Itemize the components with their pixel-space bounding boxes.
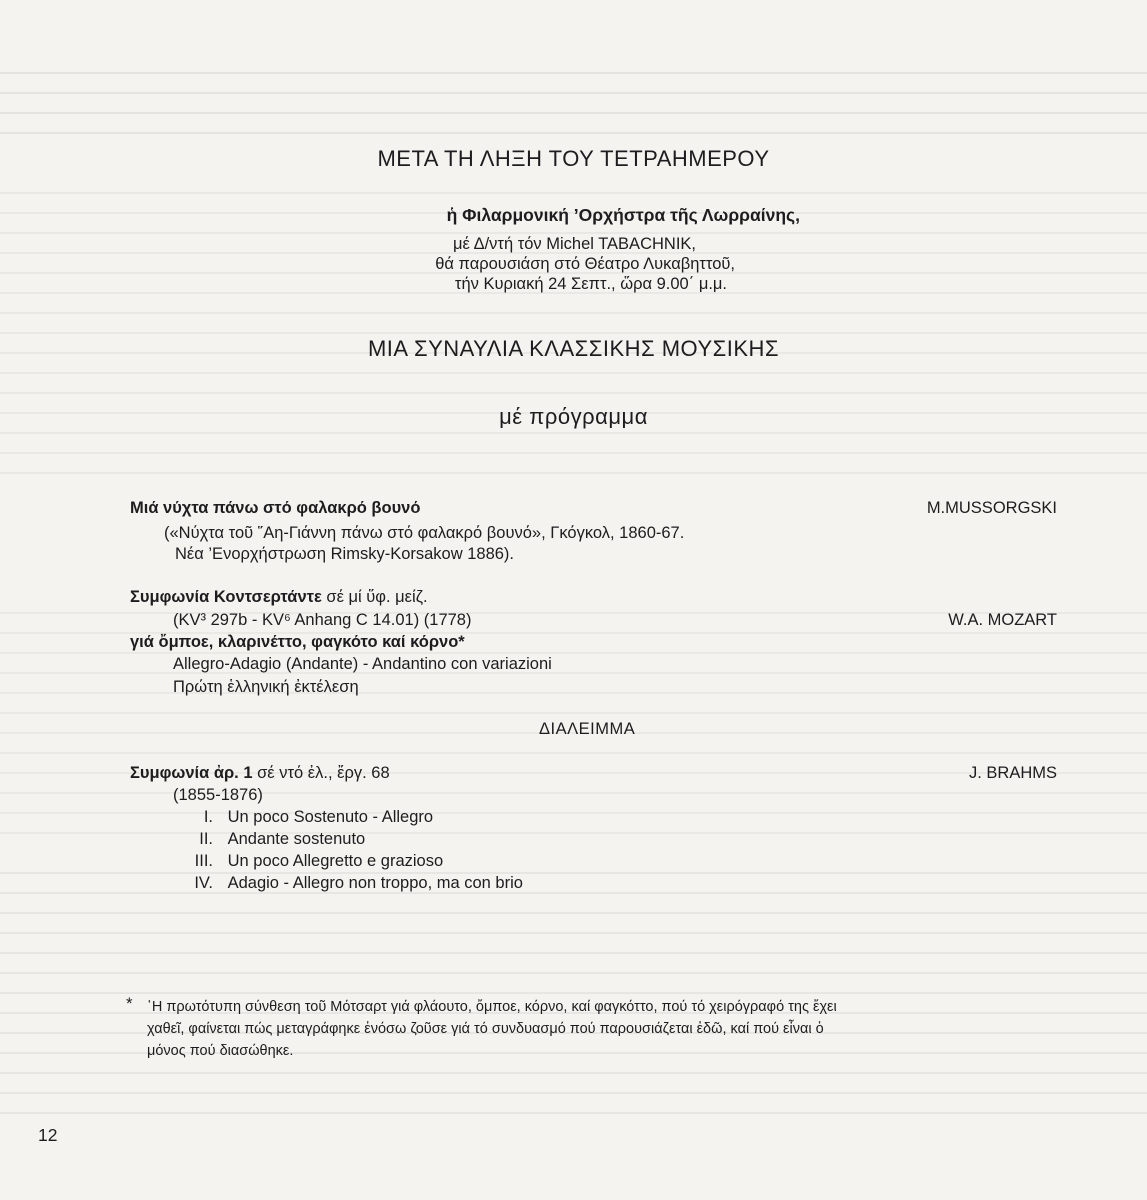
piece-1-note: Νέα ’Ενορχήστρωση Rimsky-Korsakow 1886). (175, 545, 515, 563)
piece-3-years: (1855-1876) (173, 786, 263, 804)
venue-line: θά παρουσιάση στό Θέατρο Λυκαβηττοῦ, (435, 255, 735, 273)
movement-number: IV. (194, 874, 213, 892)
piece-2-instruments: γιά ὄμποε, κλαρινέττο, φαγκότο καί κόρνο* (130, 633, 465, 651)
movement-list-item (173, 874, 523, 893)
piece-1-title: Μιά νύχτα πάνω στό φαλακρό βουνό (130, 499, 421, 517)
piece-2-catalog: (KV³ 297b - KV⁶ Anhang C 14.01) (1778) (173, 611, 472, 629)
piece-3-composer: J. BRAHMS (968, 764, 1057, 782)
piece-2-premiere: Πρώτη ἑλληνική ἐκτέλεση (173, 678, 359, 696)
movement-number: III. (194, 852, 213, 870)
piece-2-title-rest: σέ μί ὕφ. μείζ. (321, 588, 428, 606)
movement-list-item (173, 808, 433, 827)
page-heading: ΜΕΤΑ ΤΗ ΛΗΞΗ ΤΟΥ ΤΕΤΡΑΗΜΕΡΟΥ (377, 146, 770, 171)
orchestra-line: ἡ Φιλαρμονική ’Ορχήστρα τῆς Λωρραίνης, (446, 205, 800, 225)
footnote-line: ῾Η πρωτότυπη σύνθεση τοῦ Μότσαρτ γιά φλάουτο, ὄμποε, κόρνο, καί φαγκόττο, πού τό χειρόγραφό της ἔχει (147, 999, 837, 1015)
movement-number: II. (199, 830, 213, 848)
movement-text: Un poco Sostenuto - Allegro (227, 808, 434, 826)
page-number: 12 (38, 1125, 58, 1145)
footnote-line: μόνος πού διασώθηκε. (147, 1043, 294, 1059)
piece-2-title (130, 588, 428, 607)
piece-2-title-bold: Συμφωνία Κοντσερτάντε (130, 588, 322, 606)
bleed-through-texture (0, 60, 1147, 140)
date-line: τήν Κυριακή 24 Σεπτ., ὥρα 9.00΄ μ.μ. (454, 275, 727, 293)
piece-3-title-bold: Συμφωνία ἀρ. 1 (130, 764, 253, 782)
piece-1-composer: M.MUSSORGSKI (926, 499, 1057, 517)
concert-heading: ΜΙΑ ΣΥΝΑΥΛΙΑ ΚΛΑΣΣΙΚΗΣ ΜΟΥΣΙΚΗΣ (367, 336, 780, 361)
program-label: μέ πρόγραμμα (499, 404, 648, 429)
intermission-label: ΔΙΑΛΕΙΜΜΑ (539, 720, 636, 738)
movement-number: I. (203, 808, 213, 826)
piece-3-title-rest: σέ ντό ἐλ., ἔργ. 68 (252, 764, 390, 782)
movement-list-item (173, 830, 365, 849)
movement-text: Adagio - Allegro non troppo, ma con brio (227, 874, 523, 892)
footnote-marker: * (126, 994, 133, 1013)
footnote-line: χαθεῖ, φαίνεται πώς μεταγράφηκε ἐνόσω ζοῦσε γιά τό συνδυασμό πού παρουσιάζεται ἐδῶ, καί πού εἶναι ὁ (147, 1021, 824, 1037)
piece-2-movements: Allegro-Adagio (Andante) - Andantino con variazioni (173, 655, 552, 673)
movement-text: Andante sostenuto (227, 830, 366, 848)
piece-1-note: («Νύχτα τοῦ ῞Αη-Γιάννη πάνω στό φαλακρό βουνό», Γκόγκολ, 1860-67. (164, 524, 685, 542)
movement-text: Un poco Allegretto e grazioso (227, 852, 444, 870)
movement-list-item (173, 852, 443, 871)
bleed-through-texture (0, 860, 1147, 1120)
conductor-line: μέ Δ/ντή τόν Michel TABACHNIK, (453, 235, 696, 253)
piece-3-title (130, 764, 390, 783)
piece-2-composer: W.A. MOZART (948, 611, 1057, 629)
